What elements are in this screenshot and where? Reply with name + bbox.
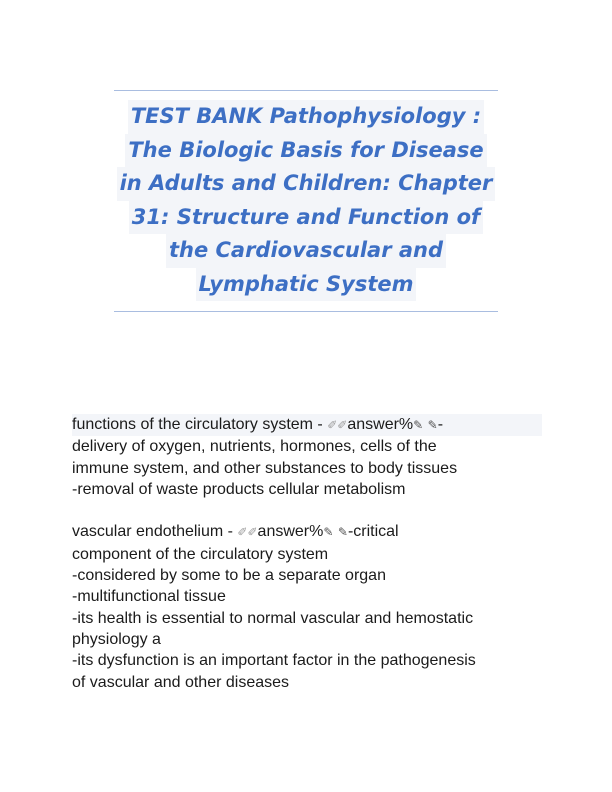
answer-line: -its dysfunction is an important factor in the pathogenesis [72, 652, 476, 670]
pencil-filled-icon: ✎ [337, 525, 348, 540]
answer-line: -considered by some to be a separate organ [72, 567, 386, 585]
document-body [72, 414, 542, 714]
answer-line: -removal of waste products cellular metabolism [72, 480, 406, 498]
entry-term: vascular endothelium - [72, 523, 233, 541]
title-line: TEST BANK Pathophysiology : [128, 100, 484, 134]
title-bottom-rule [114, 311, 498, 312]
title-line: in Adults and Children: Chapter [117, 167, 496, 201]
pencil-outline-icon: ✐ [237, 525, 248, 540]
answer-line: delivery of oxygen, nutrients, hormones, cells of the [72, 438, 437, 456]
entry-term: functions of the circulatory system - [72, 416, 323, 433]
answer-line: physiology a [72, 630, 161, 648]
answer-line: -critical [347, 523, 399, 541]
answer-marker: answer% [347, 416, 414, 433]
pencil-outline-icon: ✐ [327, 418, 338, 432]
qa-entry [72, 414, 542, 500]
answer-line: component of the circulatory system [72, 545, 329, 563]
entry-first-line [72, 521, 542, 543]
document-title [114, 100, 498, 301]
answer-line: -multifunctional tissue [72, 588, 226, 606]
title-top-rule [114, 90, 498, 91]
title-line: Lymphatic System [196, 268, 417, 302]
pencil-filled-icon: ✎ [427, 418, 438, 432]
pencil-filled-icon: ✎ [323, 525, 334, 540]
title-line: 31: Structure and Function of [129, 201, 483, 235]
pencil-outline-icon: ✐ [337, 418, 348, 432]
answer-line: immune system, and other substances to body tissues [72, 459, 458, 477]
pencil-filled-icon: ✎ [413, 418, 424, 432]
answer-marker: answer% [257, 523, 324, 541]
title-line: the Cardiovascular and [166, 234, 446, 268]
qa-entry [72, 521, 542, 692]
entry-first-line [72, 414, 542, 436]
answer-line: of vascular and other diseases [72, 673, 290, 691]
pencil-outline-icon: ✐ [247, 525, 258, 540]
answer-line: -its health is essential to normal vascular and hemostatic [72, 609, 474, 627]
title-line: The Biologic Basis for Disease [125, 134, 486, 168]
answer-line: - [437, 416, 444, 433]
